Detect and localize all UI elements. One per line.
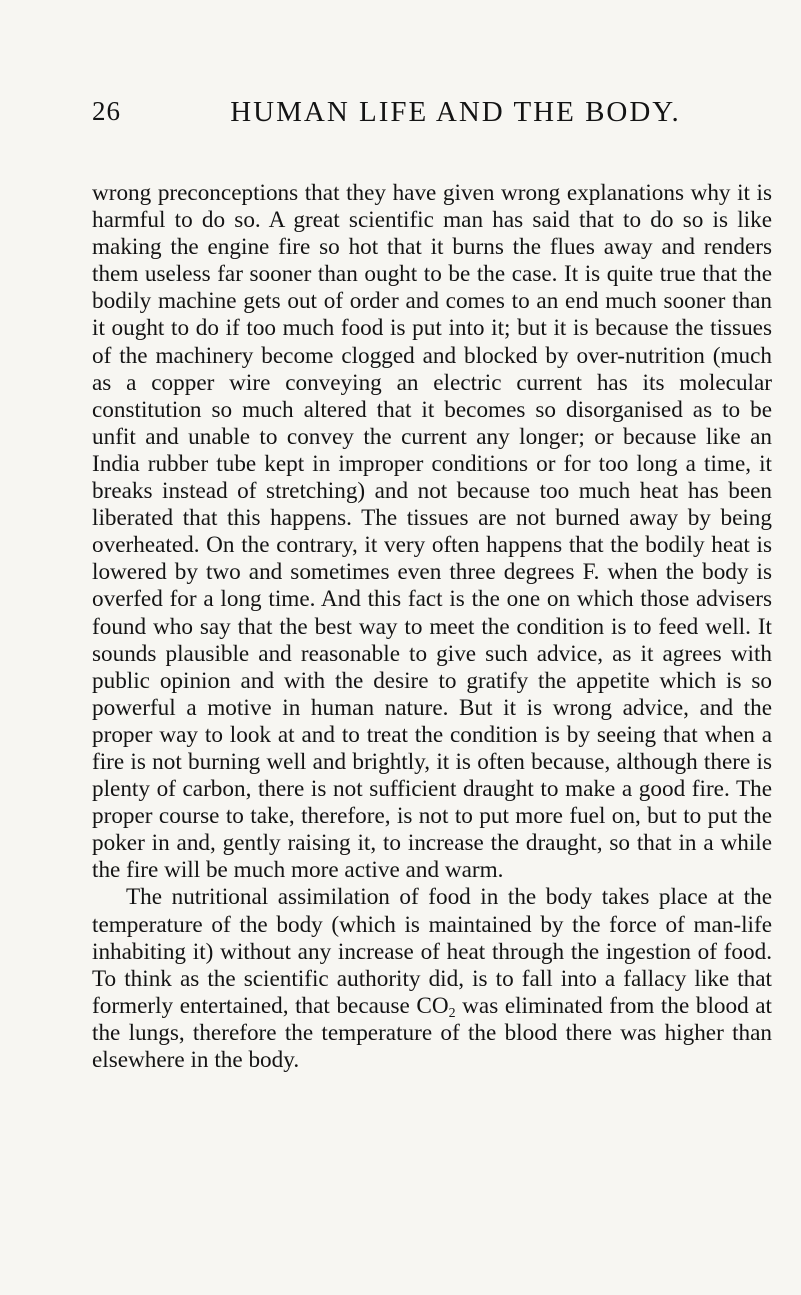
paragraph-2-text-after: was eliminated from the blood at the lungs, therefore the temperature of the blood there was higher than elsewhere in the body. xyxy=(92,992,772,1073)
running-title: HUMAN LIFE AND THE BODY. xyxy=(230,96,681,128)
body-text xyxy=(92,180,772,1074)
page-header xyxy=(92,96,769,136)
paragraph-1: wrong preconceptions that they have given wrong explanations why it is harmful to do so. A great scientific man has said that to do so is like making the engine fire so hot that it burns the flues away and renders them useless far sooner than ought to be the case. It is quite true that the bodily machine gets out of order and comes to an end much sooner than it ought to do if too much food is put into it; but it is because the tissues of the machinery become clogged and blocked by over-nutrition (much as a copper wire conveying an electric current has its molecular constitution so much altered that it becomes so disorganised as to be unfit and unable to convey the current any longer; or because like an India rubber tube kept in improper conditions or for too long a time, it breaks instead of stretching) and not because too much heat has been liberated that this happens. The tissues are not burned away by being overheated. On the contrary, it very often happens that the bodily heat is lowered by two and sometimes even three degrees F. when the body is overfed for a long time. And this fact is the one on which those advisers found who say that the best way to meet the condition is to feed well. It sounds plausible and reasonable to give such advice, as it agrees with public opinion and with the desire to gratify the appetite which is so powerful a motive in human nature. But it is wrong advice, and the proper way to look at and to treat the condition is by seeing that when a fire is not burning well and brightly, it is often because, although there is plenty of carbon, there is not sufficient draught to make a good fire. The proper course to take, therefore, is not to put more fuel on, but to put the poker in and, gently raising it, to increase the draught, so that in a while the fire will be much more active and warm. xyxy=(92,180,772,884)
co2-subscript: 2 xyxy=(448,1005,456,1021)
page-number: 26 xyxy=(92,96,121,126)
paragraph-2-text-before: The nutritional assimilation of food in the body takes place at the temperature of the body (which is maintained by the force of man-life inhabiting it) without any increase of heat through the ingestion of food. To think as the scientific authority did, is to fall into a fallacy like that formerly entertained, that because CO xyxy=(92,884,772,1019)
paragraph-2 xyxy=(92,884,772,1074)
